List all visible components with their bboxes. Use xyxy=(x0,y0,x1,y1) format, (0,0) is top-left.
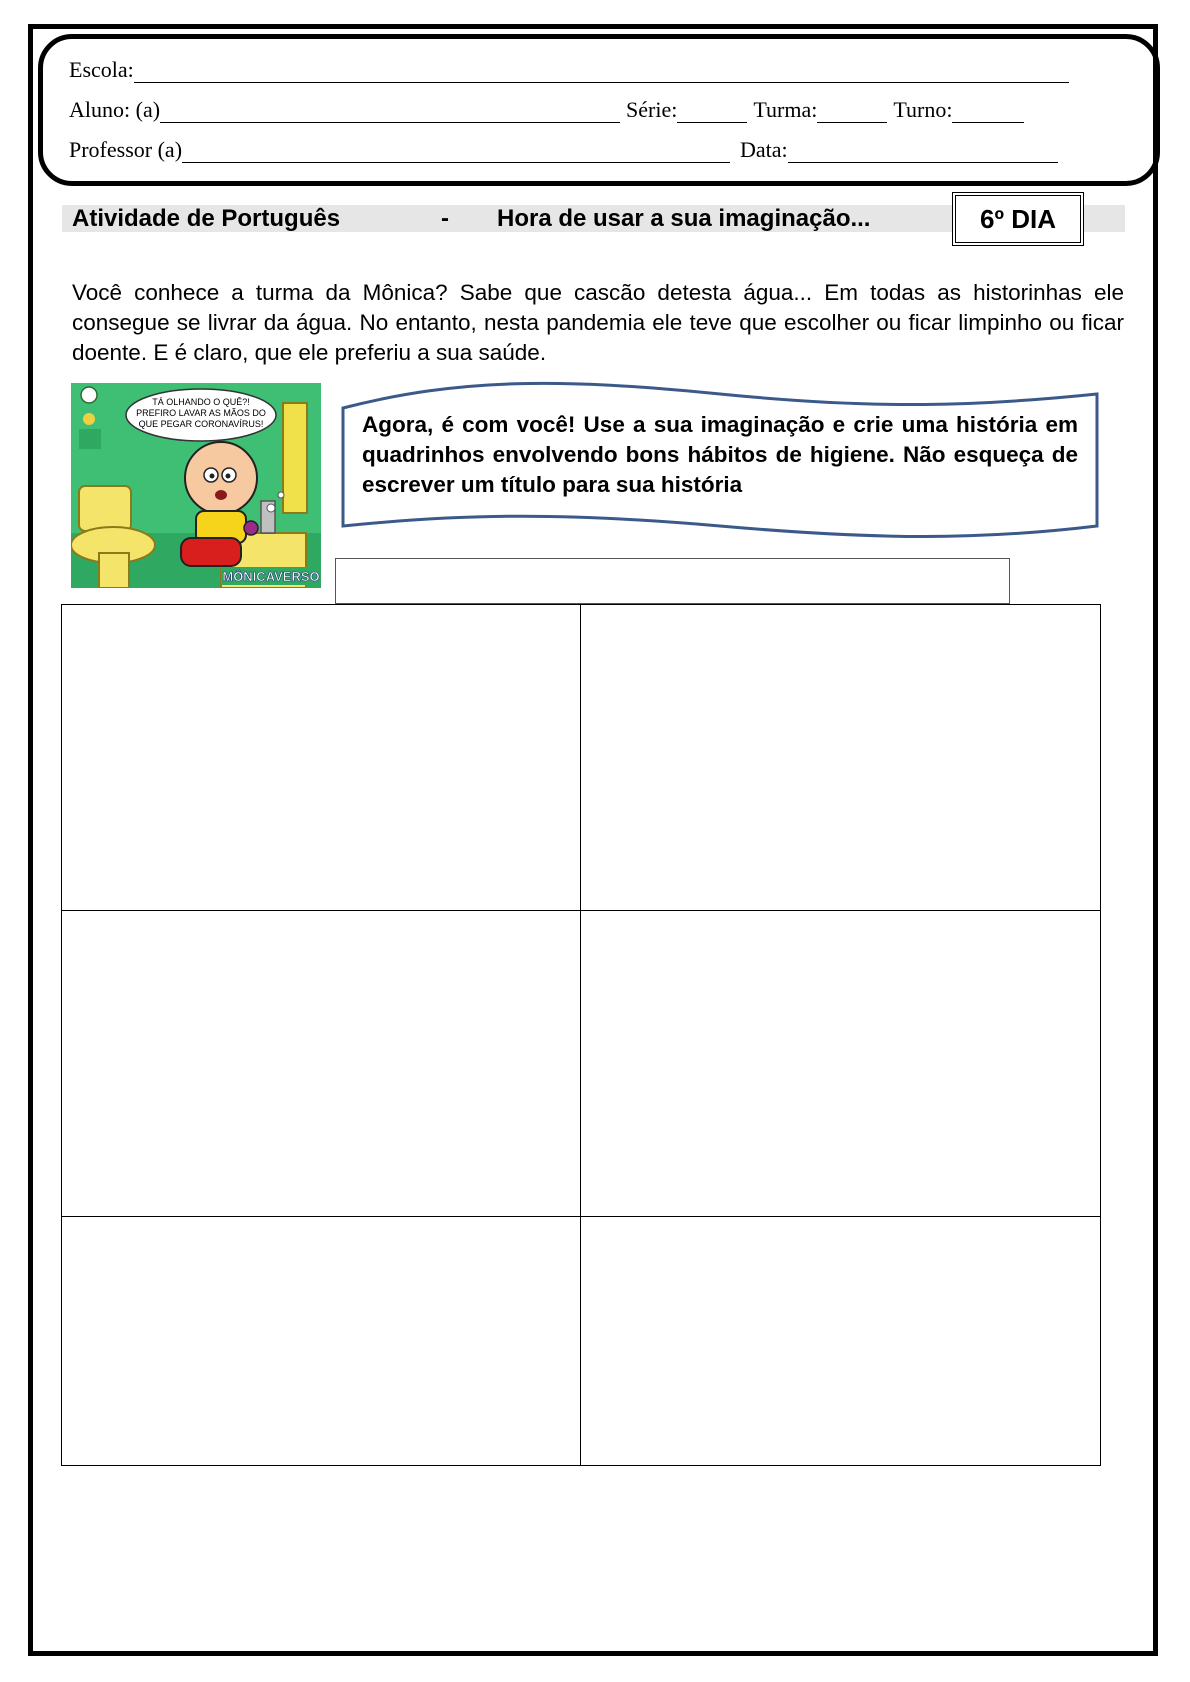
student-info-header xyxy=(38,34,1160,186)
grade-label: Série: xyxy=(626,97,678,122)
speech-line-3: QUE PEGAR CORONAVÍRUS! xyxy=(138,419,264,429)
title-separator: - xyxy=(441,205,449,232)
teacher-field[interactable] xyxy=(182,140,730,163)
cascao-washing-hands-image xyxy=(71,383,321,588)
comic-panel-3[interactable] xyxy=(62,911,581,1217)
cascao-illustration xyxy=(71,383,321,588)
comic-panel-4[interactable] xyxy=(581,911,1100,1217)
student-row xyxy=(69,93,1030,123)
story-title-field[interactable] xyxy=(335,558,1010,604)
shift-field[interactable] xyxy=(952,100,1024,123)
monicaverso-watermark: MÔNICAVERSO xyxy=(222,569,320,584)
school-row xyxy=(69,53,1075,83)
comic-panel-1[interactable] xyxy=(62,605,581,911)
intro-paragraph: Você conhece a turma da Mônica? Sabe que cascão detesta água... Em todas as historinhas ele consegue se livrar da água. No entanto, nesta pandemia ele teve que escolher ou ficar limpinho ou ficar doente. E é claro, que ele preferiu a sua saúde. xyxy=(72,280,1124,365)
class-field[interactable] xyxy=(817,100,887,123)
teacher-row xyxy=(69,133,1064,163)
speech-line-2: PREFIRO LAVAR AS MÃOS DO xyxy=(136,408,266,418)
school-field[interactable] xyxy=(134,60,1069,83)
student-field[interactable] xyxy=(160,100,620,123)
school-label: Escola: xyxy=(69,57,134,82)
instruction-text: Agora, é com você! Use a sua imaginação e crie uma história em quadrinhos envolvendo bons hábitos de higiene. Não esqueça de escrever um título para sua história xyxy=(362,412,1078,497)
comic-grid xyxy=(61,604,1101,1466)
day-badge: 6º DIA xyxy=(952,192,1084,246)
date-field[interactable] xyxy=(788,140,1058,163)
grade-field[interactable] xyxy=(677,100,747,123)
teacher-label: Professor (a) xyxy=(69,137,183,162)
student-label: Aluno: (a) xyxy=(69,97,161,122)
comic-panel-2[interactable] xyxy=(581,605,1100,911)
class-label: Turma: xyxy=(753,97,818,122)
comic-panel-6[interactable] xyxy=(581,1217,1100,1465)
speech-line-1: TÁ OLHANDO O QUÊ?! xyxy=(152,397,250,407)
date-label: Data: xyxy=(740,137,788,162)
activity-theme: Hora de usar a sua imaginação... xyxy=(497,205,871,232)
shift-label: Turno: xyxy=(893,97,953,122)
activity-subject: Atividade de Português xyxy=(72,205,341,232)
comic-panel-5[interactable] xyxy=(62,1217,581,1465)
